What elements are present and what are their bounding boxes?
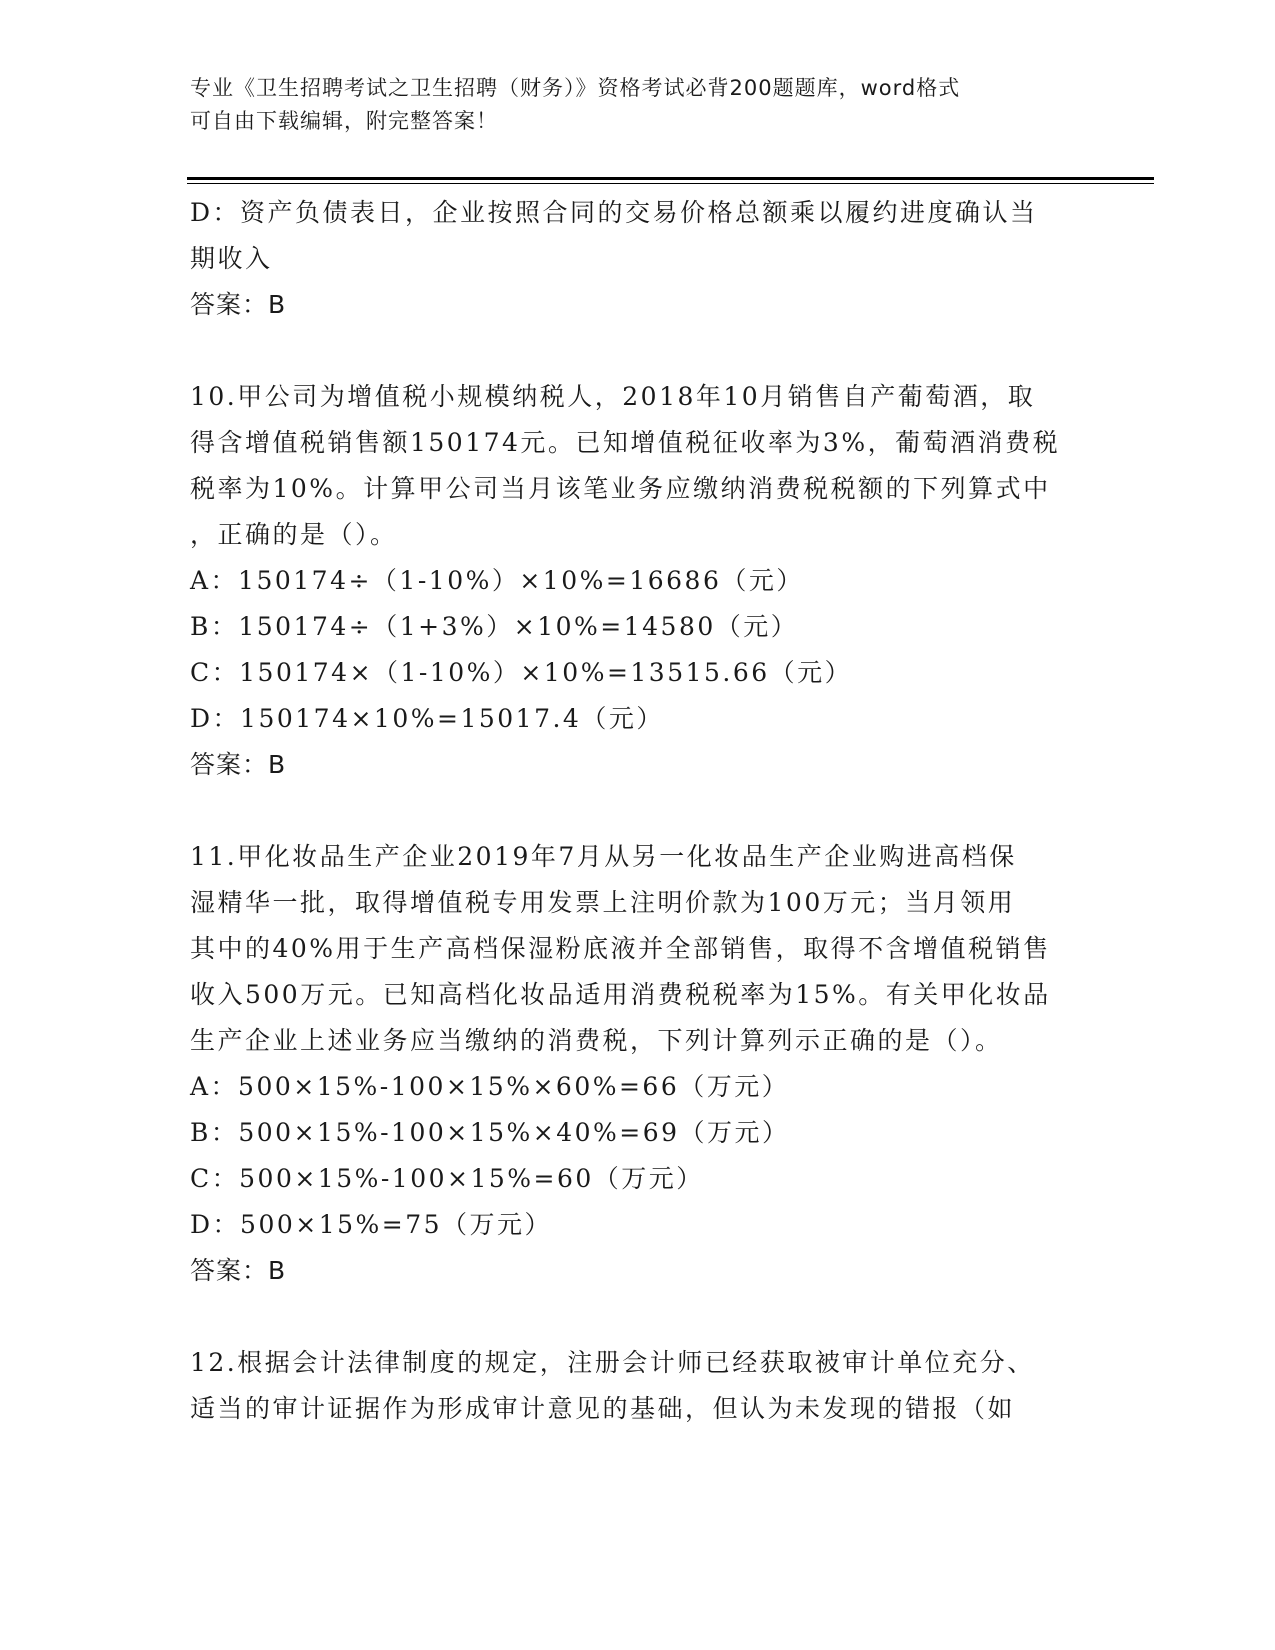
question-stem-line: 湿精华一批，取得增值税专用发票上注明价款为100万元；当月领用 [190,888,1016,917]
option-b: B：500×15%-100×15%×40%=69（万元） [190,1118,790,1147]
answer-line: 答案：B [190,1256,287,1285]
question-12 [190,1340,1090,1432]
header-line-1: 专业《卫生招聘考试之卫生招聘（财务）》资格考试必背200题题库，word格式 [190,76,961,100]
spacer [190,1294,1090,1340]
question-stem-line: 其中的40%用于生产高档保湿粉底液并全部销售，取得不含增值税销售 [190,934,1051,963]
option-a: A：500×15%-100×15%×60%=66（万元） [190,1072,790,1101]
option-d-line-1: D：资产负债表日，企业按照合同的交易价格总额乘以履约进度确认当 [190,198,1038,227]
answer-line: 答案：B [190,290,287,319]
question-stem-line: 10.甲公司为增值税小规模纳税人，2018年10月销售自产葡萄酒，取 [190,382,1036,411]
answer-line: 答案：B [190,750,287,779]
question-stem-line: 税率为10%。计算甲公司当月该笔业务应缴纳消费税税额的下列算式中 [190,474,1051,503]
question-stem-line: 生产企业上述业务应当缴纳的消费税，下列计算列示正确的是（）。 [190,1026,1003,1055]
question-9-tail [190,190,1090,328]
spacer [190,788,1090,834]
option-c: C：150174×（1-10%）×10%=13515.66（元） [190,658,853,687]
option-d-line-2: 期收入 [190,244,273,273]
spacer [190,328,1090,374]
question-11 [190,834,1090,1294]
option-d: D：500×15%=75（万元） [190,1210,553,1239]
header-divider-thick [187,177,1154,180]
header-line-2: 可自由下载编辑，附完整答案！ [190,109,498,133]
page-header [190,72,1070,138]
document-body [190,190,1090,1432]
option-c: C：500×15%-100×15%=60（万元） [190,1164,704,1193]
option-b: B：150174÷（1+3%）×10%=14580（元） [190,612,799,641]
option-d: D：150174×10%=15017.4（元） [190,704,664,733]
question-stem-line: 得含增值税销售额150174元。已知增值税征收率为3%，葡萄酒消费税 [190,428,1061,457]
option-a: A：150174÷（1-10%）×10%=16686（元） [190,566,804,595]
question-stem-line: 12.根据会计法律制度的规定，注册会计师已经获取被审计单位充分、 [190,1348,1035,1377]
question-stem-line: 11.甲化妆品生产企业2019年7月从另一化妆品生产企业购进高档保 [190,842,1017,871]
question-10 [190,374,1090,788]
question-stem-line: ，正确的是（）。 [190,520,398,549]
question-stem-line: 适当的审计证据作为形成审计意见的基础，但认为未发现的错报（如 [190,1394,1016,1423]
question-stem-line: 收入500万元。已知高档化妆品适用消费税税率为15%。有关甲化妆品 [190,980,1051,1009]
header-divider-thin [187,183,1154,184]
